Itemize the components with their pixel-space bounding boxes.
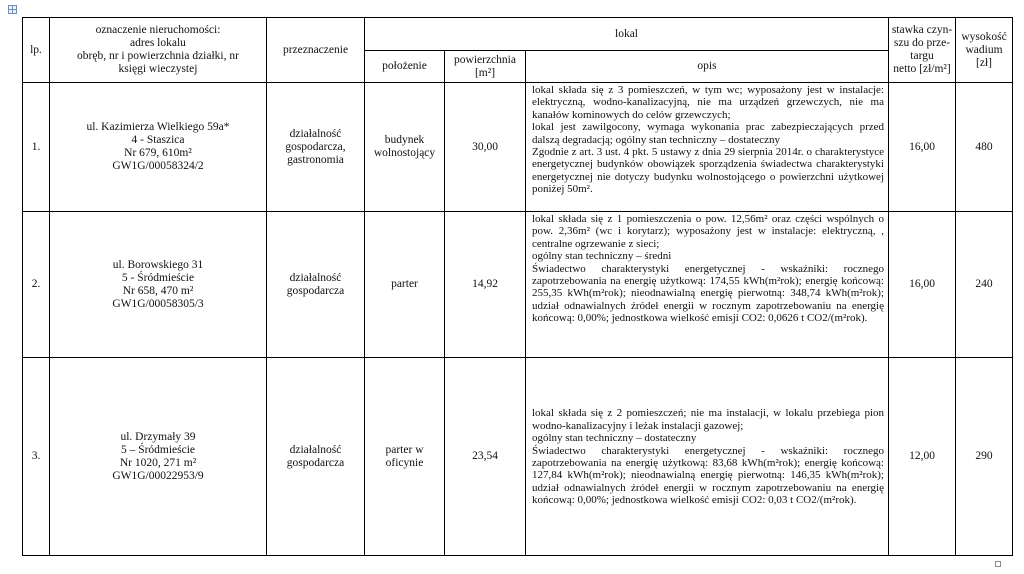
cell-powierzchnia: 30,00 <box>445 83 526 212</box>
cell-opis: lokal składa się z 1 pomieszczenia o pow. 12,56m² oraz części wspólnych o pow. 2,36m² (wc i korytarz); wyposażony jest w instalacje: elektryczną, , centralne ogrzewanie z sieci; ogólny stan techniczny – średni Świadectwo charakterystyki energetycznej - wskaźniki: rocznego zapotrzebowania na energię użytkową: 174,55 kWh(m²rok); energię końcową: 255,35 kWh(m²rok); nieodnawialną energię pierwotną: 348,74 kWh(m²rok); udział odnawialnych źródeł energii w rocznym zapotrzebowaniu na energię końcową: 0,00%; jednostkowa wielkość emisji CO2: 0,0626 t CO2/(m²rok). <box>526 212 889 358</box>
header-powierzchnia: powierzchnia [m²] <box>445 51 526 83</box>
cell-wadium: 480 <box>956 83 1013 212</box>
cell-wadium: 290 <box>956 358 1013 556</box>
header-przeznaczenie: przeznaczenie <box>267 18 365 83</box>
cell-wadium: 240 <box>956 212 1013 358</box>
table-move-handle-icon[interactable] <box>8 5 17 14</box>
header-opis: opis <box>526 51 889 83</box>
header-lokal: lokal <box>365 18 889 51</box>
cell-polozenie: parter w oficynie <box>365 358 445 556</box>
cell-lp: 3. <box>23 358 50 556</box>
header-oznaczenie: oznaczenie nieruchomości: adres lokalu obręb, nr i powierzchnia działki, nr księgi wieczystej <box>50 18 267 83</box>
cell-opis: lokal składa się z 2 pomieszczeń; nie ma instalacji, w lokalu przebiega pion wodno-kanalizacyjny i leżak instalacji gazowej; ogólny stan techniczny – dostateczny Świadectwo charakterystyki energetycznej - wskaźniki: rocznego zapotrzebowania na energię użytkową: 83,68 kWh(m²rok); energię końcową: 127,84 kWh(m²rok); nieodnawialną energię pierwotną: 146,35 kWh(m²rok); udział odnawialnych źródeł energii w rocznym zapotrzebowaniu na energię końcową: 0,00%; jednostkowa wielkość emisji CO2: 0,03 t CO2/(m²rok). <box>526 358 889 556</box>
table-row <box>23 212 1013 358</box>
cell-polozenie: parter <box>365 212 445 358</box>
table-row <box>23 358 1013 556</box>
cell-stawka: 12,00 <box>889 358 956 556</box>
cell-lp: 2. <box>23 212 50 358</box>
header-polozenie: położenie <box>365 51 445 83</box>
header-wadium: wysokość wadium [zł] <box>956 18 1013 83</box>
table-row <box>23 83 1013 212</box>
cell-stawka: 16,00 <box>889 212 956 358</box>
cell-stawka: 16,00 <box>889 83 956 212</box>
cell-address: ul. Drzymały 39 5 – Śródmieście Nr 1020, 271 m² GW1G/00022953/9 <box>50 358 267 556</box>
cell-przeznaczenie: działalność gospodarcza <box>267 212 365 358</box>
cell-polozenie: budynek wolnostojący <box>365 83 445 212</box>
cell-opis: lokal składa się z 3 pomieszczeń, w tym wc; wyposażony jest w instalacje: elektryczną, wodno-kanalizacyjną, nie ma urządzeń grzewczych, nie ma kanałów kominowych do celów grzewczych; lokal jest zawilgocony, wymaga wykonania prac zabezpieczających przed dalszą degradacją; ogólny stan techniczny – dostateczny Zgodnie z art. 3 ust. 4 pkt. 5 ustawy z dnia 29 sierpnia 2014r. o charakterystyce energetycznej budynków obowiązek sporządzenia świadectwa charakterystyki energetycznej nie dotyczy budynku wolnostojącego o powierzchni użytkowej poniżej 50m². <box>526 83 889 212</box>
header-lp: lp. <box>23 18 50 83</box>
header-stawka: stawka czyn- szu do prze- targu netto [zł/m²] <box>889 18 956 83</box>
cell-powierzchnia: 23,54 <box>445 358 526 556</box>
cell-lp: 1. <box>23 83 50 212</box>
property-table <box>22 17 1013 556</box>
cell-przeznaczenie: działalność gospodarcza <box>267 358 365 556</box>
table-resize-handle-icon[interactable] <box>995 561 1001 567</box>
cell-powierzchnia: 14,92 <box>445 212 526 358</box>
cell-address: ul. Kazimierza Wielkiego 59a* 4 - Staszica Nr 679, 610m² GW1G/00058324/2 <box>50 83 267 212</box>
cell-przeznaczenie: działalność gospodarcza, gastronomia <box>267 83 365 212</box>
cell-address: ul. Borowskiego 31 5 - Śródmieście Nr 658, 470 m² GW1G/00058305/3 <box>50 212 267 358</box>
